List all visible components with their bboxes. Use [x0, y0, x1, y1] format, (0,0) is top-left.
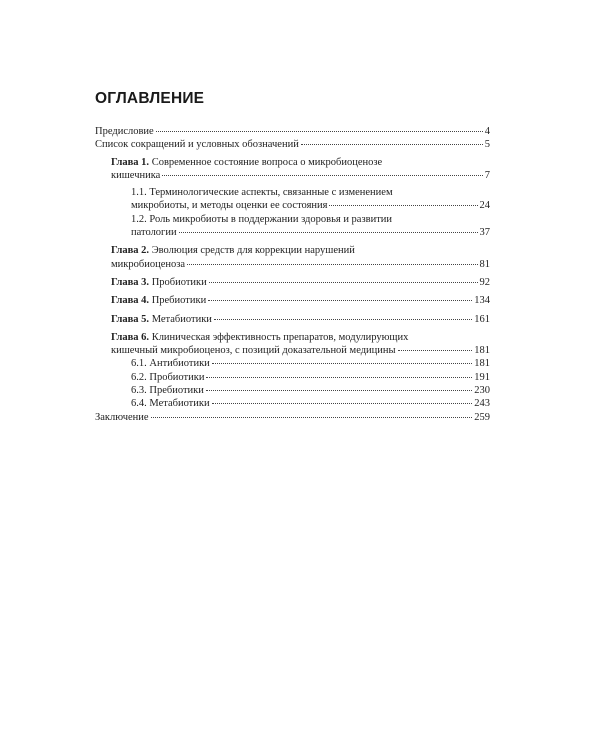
toc-page-number: 134	[474, 295, 490, 307]
toc-entry-text: кишечный микробиоценоз, с позиций доказательной медицины	[111, 345, 396, 357]
toc-entry-section-1-2[interactable]	[95, 213, 490, 240]
toc-page-number: 181	[474, 345, 490, 357]
toc-entry-text: Метабиотики	[151, 313, 212, 325]
toc-heading: ОГЛАВЛЕНИЕ	[95, 90, 205, 107]
table-of-contents	[95, 125, 490, 424]
toc-page-number: 230	[474, 385, 490, 397]
toc-entry-text: микробиоценоза	[111, 258, 186, 270]
toc-entry-section-6-1[interactable]	[95, 357, 490, 370]
toc-page-number: 243	[474, 398, 490, 410]
toc-entry-section-6-4[interactable]	[95, 397, 490, 410]
toc-entry-text-line1: Современное состояние вопроса о микробиоценозе	[151, 156, 383, 168]
leader-dots	[329, 205, 477, 206]
toc-entry-text: Пробиотики	[151, 276, 207, 288]
toc-entry-chapter-1[interactable]	[95, 156, 490, 183]
toc-page-number: 37	[479, 227, 490, 239]
leader-dots	[208, 300, 472, 301]
toc-page-number: 81	[479, 258, 490, 270]
toc-page-number: 161	[474, 313, 490, 325]
toc-entry-text: Список сокращений и условных обозначений	[95, 139, 299, 151]
toc-entry-text: Предисловие	[95, 126, 154, 137]
toc-page-number: 4	[484, 126, 490, 137]
toc-entry-text: микробиоты, и методы оценки ее состояния	[131, 200, 328, 212]
toc-page-number: 191	[474, 371, 490, 383]
toc-entry-section-1-1[interactable]	[95, 186, 490, 213]
leader-dots	[206, 390, 472, 391]
toc-entry-conclusion[interactable]	[95, 411, 490, 424]
toc-entry-text: патологии	[131, 227, 177, 239]
leader-dots	[398, 350, 473, 351]
toc-entry-text: Заключение	[95, 411, 149, 423]
leader-dots	[206, 377, 472, 378]
leader-dots	[212, 363, 472, 364]
leader-dots	[187, 264, 477, 265]
toc-entry-text: 6.2. Пробиотики	[131, 371, 205, 383]
toc-page-number: 24	[479, 200, 490, 212]
toc-entry-chapter-3[interactable]	[95, 276, 490, 289]
leader-dots	[209, 282, 478, 283]
toc-entry-section-6-3[interactable]	[95, 384, 490, 397]
toc-page-number: 259	[474, 411, 490, 423]
toc-page-number: 181	[474, 358, 490, 370]
toc-page-number: 7	[484, 169, 490, 181]
leader-dots	[156, 131, 483, 132]
toc-entry-chapter-6[interactable]	[95, 331, 490, 358]
chapter-label: Глава 5.	[111, 313, 150, 325]
leader-dots	[179, 232, 478, 233]
toc-page-number: 5	[484, 139, 490, 151]
toc-entry-text: 6.1. Антибиотики	[131, 358, 210, 370]
toc-entry-section-6-2[interactable]	[95, 371, 490, 384]
chapter-label: Глава 3.	[111, 276, 150, 288]
leader-dots	[301, 144, 483, 145]
toc-entry-abbreviations[interactable]	[95, 138, 490, 151]
toc-entry-text-line1: Эволюция средств для коррекции нарушений	[151, 245, 355, 257]
chapter-label: Глава 6.	[111, 331, 150, 343]
toc-entry-chapter-4[interactable]	[95, 294, 490, 307]
toc-entry-text-line1: 1.1. Терминологические аспекты, связанные с изменением	[131, 187, 393, 199]
toc-entry-text: Пребиотики	[151, 295, 207, 307]
chapter-label: Глава 4.	[111, 295, 150, 307]
toc-entry-preface[interactable]	[95, 125, 490, 138]
toc-entry-chapter-2[interactable]	[95, 244, 490, 271]
toc-entry-text-line1: Клиническая эффективность препаратов, модулирующих	[151, 331, 409, 343]
toc-entry-text-line1: 1.2. Роль микробиоты в поддержании здоровья и развитии	[131, 213, 393, 225]
leader-dots	[214, 319, 472, 320]
toc-entry-text: кишечника	[111, 169, 161, 181]
leader-dots	[162, 175, 482, 176]
chapter-label: Глава 2.	[111, 245, 150, 257]
leader-dots	[212, 403, 473, 404]
toc-entry-text: 6.3. Пребиотики	[131, 385, 204, 397]
toc-page-number: 92	[479, 276, 490, 288]
toc-entry-chapter-5[interactable]	[95, 313, 490, 326]
leader-dots	[151, 417, 473, 418]
toc-entry-text: 6.4. Метабиотики	[131, 398, 210, 410]
chapter-label: Глава 1.	[111, 156, 150, 168]
